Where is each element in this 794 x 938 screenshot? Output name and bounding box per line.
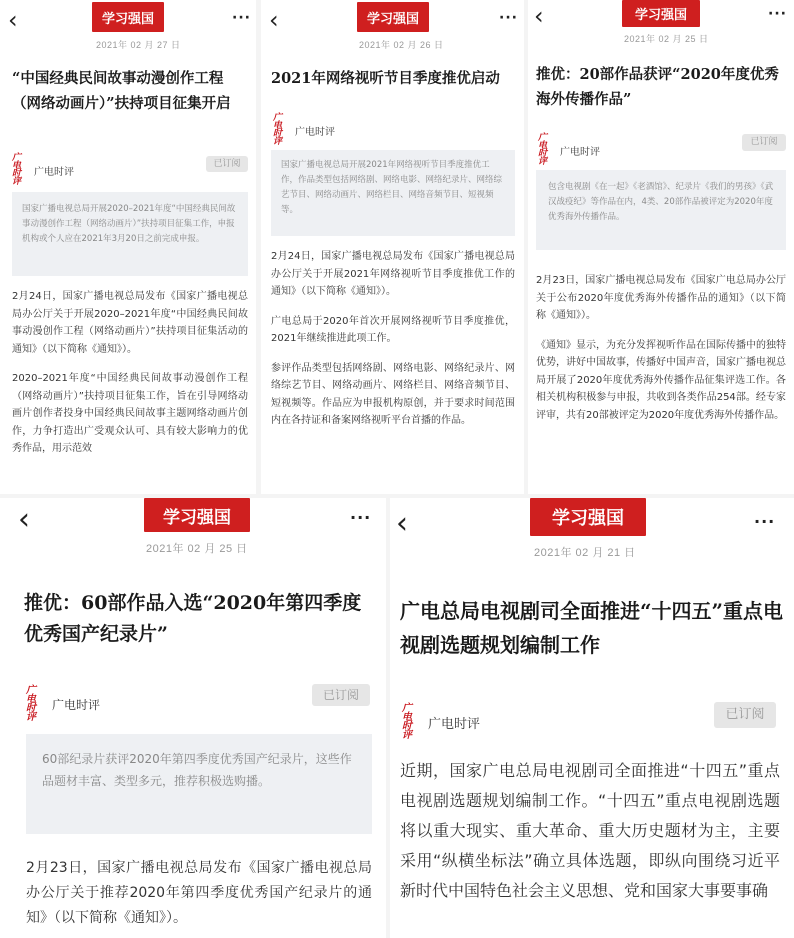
source-row: [538, 134, 600, 166]
article-panel-4: [0, 498, 386, 938]
logo-text: 学习强国: [634, 8, 687, 23]
subscribed-button[interactable]: 已订阅: [742, 134, 786, 151]
publish-date: 2021年 02 月 25 日: [624, 34, 709, 44]
article-body: [26, 856, 372, 938]
paragraph: 《通知》显示，为充分发挥视听作品在国际传播中的独特优势，讲好中国故事，传播好中国声音，国家广播电视总局开展了2020年度优秀海外传播作品征集评选工作。各相关机构积极参与申报，共收到各类作品254部。经专家评审，共有20部被评定为2020年度优秀海外传播作品。: [536, 339, 786, 421]
article-panel-3: [528, 0, 794, 494]
publish-date: 2021年 02 月 21 日: [534, 547, 636, 559]
summary-box: 60部纪录片获评2020年第四季度优秀国产纪录片，这些作品题材丰富、类型多元，推荐积极选购播。: [26, 734, 372, 834]
publish-date: 2021年 02 月 26 日: [359, 40, 444, 50]
article-panel-5: [390, 498, 794, 938]
source-logo-icon: 广电 时评: [12, 153, 22, 188]
article-title: 推优：20部作品获评“2020年度优秀海外传播作品”: [536, 66, 779, 108]
more-icon[interactable]: ···: [754, 512, 776, 531]
logo-text: 学习强国: [101, 11, 154, 27]
source-row: [273, 114, 335, 146]
paragraph: 近期，国家广电总局电视剧司全面推进“十四五”重点电视剧选题规划编制工作。“十四五”重点电视剧选题将以重大现实、重大革命、重大历史题材为主，主要采用“纵横坐标法”确立具体选题，即纵向围绕习近平新时代中国特色社会主义思想、党和国家大事要事确: [400, 761, 780, 900]
paragraph: 2月24日，国家广播电视总局发布《国家广播电视总局办公厅关于开展2020–2021年度“中国经典民间故事动漫创作工程（网络动画片）”扶持项目征集活动的通知》（以下简称《通知》）。: [12, 291, 248, 355]
paragraph: 2020–2021年度“中国经典民间故事动漫创作工程（网络动画片）”扶持项目征集工作，旨在引导网络动画片创作者投身中国经典民间故事主题网络动画片创作，力争打造出广受观众认可、具有较大影响力的优秀作品，用示范效: [12, 373, 248, 454]
source-name[interactable]: 广电时评: [34, 166, 74, 178]
more-icon[interactable]: ···: [350, 508, 372, 527]
source-logo-icon: 广电 时评: [273, 113, 283, 148]
xuexi-logo: [622, 0, 700, 27]
article-panel-1: [0, 0, 256, 494]
back-icon[interactable]: ‹: [8, 6, 18, 34]
article-title: 推优：60部作品入选“2020年第四季度优秀国产纪录片”: [24, 592, 362, 645]
article-body: [536, 272, 786, 436]
article-panel-2: [261, 0, 524, 494]
xuexi-logo: [530, 498, 646, 536]
source-row: [402, 704, 480, 740]
paragraph: 2月24日，国家广播电视总局发布《国家广播电视总局办公厅关于开展2021年网络视听节目季度推优工作的通知》（以下简称《通知》）。: [271, 251, 515, 297]
source-name[interactable]: 广电时评: [295, 126, 335, 138]
paragraph: 参评作品类型包括网络剧、网络电影、网络纪录片、网络综艺节目、网络动画片、网络栏目、网络音频节目、短视频等。作品应为申报机构原创，并于要求时间范围内在各持证和备案网络视听平台首播的作品。: [271, 362, 515, 426]
logo-text: 学习强国: [366, 11, 419, 27]
more-icon[interactable]: ···: [499, 10, 518, 26]
summary-box: 包含电视剧《在一起》《老酒馆》、纪录片《我们的男孩》《武汉战疫纪》等作品在内，4类、20部作品被评定为2020年度优秀海外传播作品。: [536, 170, 786, 250]
xuexi-logo: [357, 2, 429, 32]
article-body: [271, 248, 515, 442]
article-body: [400, 756, 780, 918]
source-row: [12, 154, 74, 186]
summary-box: 国家广播电视总局开展2021年网络视听节目季度推优工作，作品类型包括网络剧、网络电影、网络纪录片、网络综艺节目、网络动画片、网络栏目、网络音频节目、短视频等。: [271, 150, 515, 236]
subscribed-button[interactable]: 已订阅: [714, 702, 776, 728]
source-row: [26, 686, 100, 722]
paragraph: 2月23日，国家广播电视总局发布《国家广播电视总局办公厅关于推荐2020年第四季度优秀国产纪录片的通知》（以下简称《通知》）。: [26, 860, 372, 926]
back-icon[interactable]: ‹: [269, 6, 279, 34]
publish-date: 2021年 02 月 27 日: [96, 40, 181, 50]
source-name[interactable]: 广电时评: [428, 716, 481, 732]
more-icon[interactable]: ···: [232, 10, 251, 26]
article-title: 2021年网络视听节目季度推优启动: [271, 70, 500, 87]
logo-text: 学习强国: [552, 508, 624, 529]
subscribed-button[interactable]: 已订阅: [312, 684, 370, 706]
logo-text: 学习强国: [163, 507, 231, 528]
more-icon[interactable]: ···: [768, 6, 787, 22]
article-title: “中国经典民间故事动漫创作工程（网络动画片）”扶持项目征集开启: [12, 70, 231, 112]
back-icon[interactable]: ‹: [396, 506, 408, 541]
back-icon[interactable]: ‹: [18, 502, 30, 537]
article-title: 广电总局电视剧司全面推进“十四五”重点电视剧选题规划编制工作: [400, 599, 784, 657]
source-name[interactable]: 广电时评: [560, 146, 600, 158]
back-icon[interactable]: ‹: [534, 2, 544, 30]
source-logo-icon: 广电 时评: [402, 703, 412, 741]
subscribed-button[interactable]: 已订阅: [206, 156, 248, 172]
summary-box: 国家广播电视总局开展2020–2021年度“中国经典民间故事动漫创作工程（网络动画片）”扶持项目征集工作，申报机构或个人应在2021年3月20日之前完成申报。: [12, 192, 248, 276]
paragraph: 广电总局于2020年首次开展网络视听节目季度推优，2021年继续推进此项工作。: [271, 315, 515, 344]
source-name[interactable]: 广电时评: [52, 697, 101, 712]
xuexi-logo: [144, 498, 250, 532]
source-logo-icon: 广电 时评: [538, 133, 548, 168]
source-logo-icon: 广电 时评: [26, 685, 36, 723]
article-body: [12, 288, 248, 470]
paragraph: 2月23日，国家广播电视总局发布《国家广电总局办公厅关于公布2020年度优秀海外传播作品的通知》（以下简称《通知》）。: [536, 275, 786, 321]
publish-date: 2021年 02 月 25 日: [146, 543, 248, 555]
xuexi-logo: [92, 2, 164, 32]
